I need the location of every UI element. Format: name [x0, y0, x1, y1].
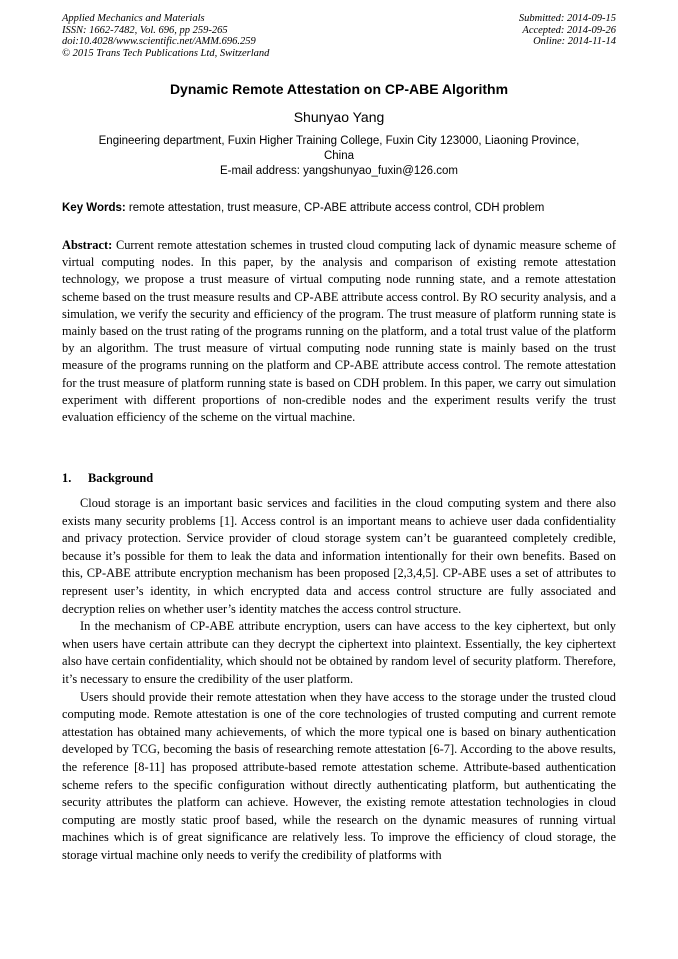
journal-doi[interactable]: doi:10.4028/www.scientific.net/AMM.696.259 — [62, 36, 256, 47]
keywords — [62, 201, 616, 216]
author-affiliation — [62, 134, 616, 179]
paragraph: Users should provide their remote attestation when they have access to the storage under the trusted cloud computing mode. Remote attestation is one of the core technologies of trusted computing and current remote attestation has obtained many achievements, of which the more typical one is based on binary authentication developed by TCG, becoming the basis of researching remote attestation [6-7]. According to the above results, the reference [8-11] has proposed attribute-based remote attestation scheme. Attribute-based authentication scheme refers to the specific configuration without directly authenticating platform, but authenticating the security attributes the platform can achieve. However, the existing remote attestation technologies in cloud computing are mostly static proof based, while the research on the dynamic measures of running virtual machines which is of great significance are relatively less. To improve the efficiency of cloud storage, the storage virtual machine only needs to verify the credibility of platforms with — [62, 689, 616, 862]
paper-author: Shunyao Yang — [293, 109, 385, 125]
keywords-text: remote attestation, trust measure, CP-ABE attribute access control, CDH problem — [125, 202, 545, 214]
date-accepted: Accepted: 2014-09-26 — [522, 24, 616, 36]
paragraph: Cloud storage is an important basic services and facilities in the cloud computing system and there also exists many security problems [1]. Access control is an important means to achieve user dada confidentiality and privacy protection. Service provider of cloud storage system can’t be guaranteed completely credible, because it’s possible for them to leak the data and information intentionally for their own benefits. Based on this, CP-ABE attribute encryption mechanism has been proposed [2,3,4,5]. CP-ABE uses a set of attributes to represent user’s identity, in which encrypted data and access control structure are fully associated and decryption relies on whether user’s identity matches the access control structure. — [62, 496, 616, 616]
affiliation-line-1: Engineering department, Fuxin Higher Training College, Fuxin City 123000, Liaoning Province, — [98, 135, 580, 147]
journal-issn: ISSN: 1662-7482, Vol. 696, pp 259-265 — [62, 24, 228, 36]
abstract-text: Current remote attestation schemes in trusted cloud computing lack of dynamic measure scheme of virtual computing nodes. In this paper, by the analysis and comparison of existing remote attestation technology, we propose a trust measure of virtual computing node running state, and a remote attestation scheme based on the trust measure results and CP-ABE attribute access control. By RO security analysis, and a simulation, we verify the security and efficiency of the program. The trust measure of platform running state is mainly based on the trust rating of the programs running on the platform, and a total trust value of the platform by an algorithm. The trust measure of virtual computing node running state is mainly based on the trust measure of the programs running on the platform and CP-ABE attribute access control. The remote attestation for the trust measure of platform running state is based on CDH problem. In this paper, we carry out simulation experiment with different proportions of non-credible nodes and the experiment results verify the trust evaluation efficiency of the scheme on the virtual machine. — [62, 238, 616, 425]
body-text — [62, 495, 616, 864]
abstract-label: Abstract: — [62, 238, 113, 252]
publication-dates — [519, 13, 616, 48]
journal-header — [62, 13, 616, 65]
journal-copyright: © 2015 Trans Tech Publications Ltd, Switzerland — [62, 47, 270, 59]
paper-title: Dynamic Remote Attestation on CP-ABE Algorithm — [169, 81, 509, 97]
journal-info — [62, 13, 269, 59]
keywords-label: Key Words: — [62, 202, 126, 214]
paragraph: In the mechanism of CP-ABE attribute encryption, users can have access to the key ciphertext, but only when users have certain attribute can they decrypt the ciphertext into plaintext. Essentially, the key ciphertext also have certain confidentiality, which should not be obtained by random level of security platform. Therefore, it’s necessary to ensure the credibility of the user platform. — [62, 619, 616, 686]
date-submitted: Submitted: 2014-09-15 — [518, 13, 616, 24]
date-online: Online: 2014-11-14 — [533, 36, 616, 47]
author-email[interactable]: E-mail address: yangshunyao_fuxin@126.com — [220, 165, 458, 177]
section-title: Background — [88, 471, 154, 485]
section-heading — [62, 470, 616, 486]
affiliation-line-2: China — [323, 150, 355, 162]
abstract — [62, 237, 616, 426]
journal-name: Applied Mechanics and Materials — [62, 13, 205, 24]
section-number: 1. — [62, 471, 72, 485]
